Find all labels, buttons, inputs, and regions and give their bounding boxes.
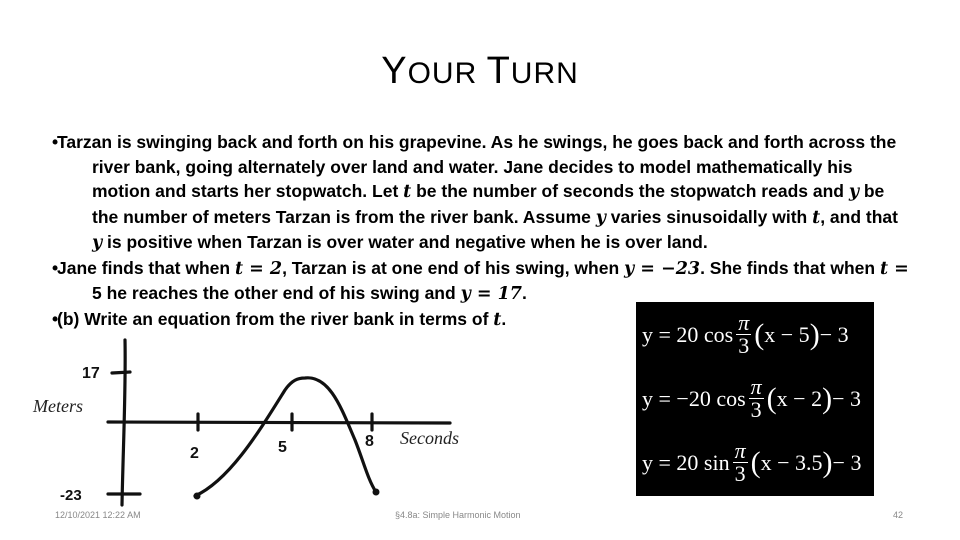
paren-close: ) <box>809 317 820 351</box>
equation-inner: x − 3.5 <box>760 449 823 475</box>
paren-open: ( <box>750 445 761 479</box>
equation-tail: − 3 <box>832 449 862 475</box>
equation-lhs: y = −20 cos <box>642 385 746 411</box>
footer-title: §4.8a: Simple Harmonic Motion <box>395 510 521 520</box>
paren-open: ( <box>766 381 777 415</box>
title-letter: Y <box>381 50 408 92</box>
fraction-numerator: π <box>734 438 746 463</box>
slide-title <box>0 50 960 93</box>
equation-2 <box>642 376 861 421</box>
bullet-dot: • <box>52 257 59 278</box>
equation-tail: − 3 <box>819 321 849 347</box>
equation-inner: x − 5 <box>764 321 810 347</box>
bullet-1 <box>52 130 912 256</box>
label-17: 17 <box>82 365 100 382</box>
math-expr: y = −23 <box>624 258 701 279</box>
sinusoid-curve <box>195 378 376 496</box>
tick-label-8: 8 <box>365 433 374 450</box>
curve-start-point <box>194 493 201 500</box>
math-var: t <box>403 182 412 202</box>
tick-label-2: 2 <box>190 445 199 462</box>
equation-inner: x − 2 <box>776 385 823 411</box>
bullet-1-text-a: Tarzan is swinging back and forth on his grapevine. As he swings, he goes back and forth across the river bank, going alternately over land and water. Jane decides to model mathematically his motion and starts her stopwatch. Let <box>57 132 897 201</box>
paren-open: ( <box>754 317 765 351</box>
math-var: y <box>595 207 606 228</box>
bullet-1-text-b: be the number of seconds the stopwatch reads and <box>411 181 849 201</box>
title-word-part: URN <box>510 57 579 90</box>
bullet-1-text-e: , and that <box>820 206 898 227</box>
bullet-1-text-c: be the number of meters Tarzan is from the river bank. Assume <box>92 181 885 227</box>
math-var: t <box>493 309 502 330</box>
bullet-1-text-f: is positive when Tarzan is over water and negative when he is over land. <box>102 232 708 252</box>
fraction-denominator: 3 <box>734 461 746 486</box>
label-seconds: Seconds <box>400 428 459 448</box>
math-expr: t = 2 <box>234 258 283 279</box>
answer-choices-box <box>636 302 874 496</box>
bullet-1-text-d: varies sinusoidally with <box>605 206 813 227</box>
bullet-3-text-b: . <box>501 308 507 329</box>
paren-close: ) <box>822 445 833 479</box>
equation-1 <box>642 312 849 357</box>
label-neg23: -23 <box>60 487 82 504</box>
bullet-2 <box>52 256 912 307</box>
bullet-2-text-b: , Tarzan is at one end of his swing, when <box>282 257 625 278</box>
hand-drawn-graph <box>30 330 480 510</box>
equation-lhs: y = 20 cos <box>642 321 734 347</box>
footer-page-number: 42 <box>893 510 904 520</box>
fraction-denominator: 3 <box>750 397 762 422</box>
paren-close: ) <box>822 381 833 415</box>
title-word-part: OUR <box>407 57 487 90</box>
x-axis <box>108 422 450 423</box>
bullet-dot: • <box>52 308 59 329</box>
bullet-3-text-a: (b) Write an equation from the river bank in terms of <box>57 308 494 329</box>
footer-date: 12/10/2021 12:22 AM <box>55 510 141 520</box>
title-letter: T <box>486 50 511 92</box>
tick-17 <box>112 372 130 373</box>
math-var: y <box>92 233 103 253</box>
bullet-2-text-d: 5 he reaches the other end of his swing and <box>92 283 461 303</box>
bullet-2-text-c: . She finds that when <box>700 257 880 278</box>
fraction-numerator: π <box>738 310 750 335</box>
math-expr: t = <box>879 258 909 279</box>
label-meters: Meters <box>33 396 83 416</box>
fraction-denominator: 3 <box>738 333 750 358</box>
bullet-2-text-a: Jane finds that when <box>57 257 235 278</box>
equation-tail: − 3 <box>832 385 862 411</box>
equation-lhs: y = 20 sin <box>642 449 730 475</box>
tick-label-5: 5 <box>278 439 287 456</box>
math-expr: y = 17 <box>460 284 522 304</box>
equation-3 <box>642 440 861 485</box>
curve-end-point <box>373 489 380 496</box>
bullet-dot: • <box>52 132 59 152</box>
fraction <box>749 376 764 421</box>
fraction <box>736 312 751 357</box>
fraction-numerator: π <box>750 374 762 399</box>
fraction <box>733 440 748 485</box>
math-var: t <box>812 207 821 228</box>
bullet-2-text-e: . <box>521 283 527 303</box>
math-var: y <box>848 182 859 202</box>
